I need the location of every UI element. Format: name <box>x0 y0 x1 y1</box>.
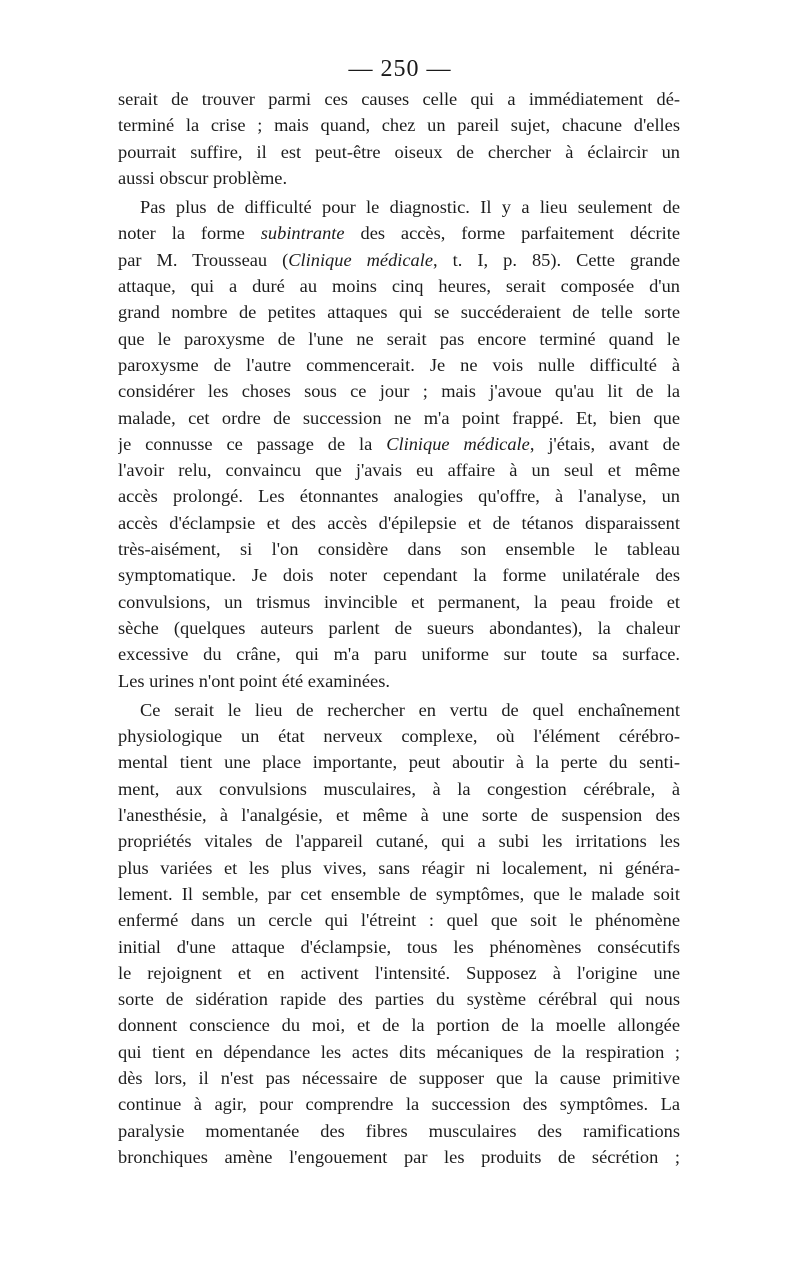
text-line: terminé la crise ; mais quand, chez un pareil sujet, chacune d'elles <box>118 115 680 136</box>
text-line: considérer les choses sous ce jour ; mais j'avoue qu'au lit de la <box>118 381 680 402</box>
text-line: continue à agir, pour comprendre la succession des symptômes. La <box>118 1094 680 1115</box>
text-line: grand nombre de petites attaques qui se succéderaient de telle sorte <box>118 302 680 323</box>
text-line: que le paroxysme de l'une ne serait pas encore terminé quand le <box>118 328 680 349</box>
text-line: l'anesthésie, à l'analgésie, et même à une sorte de suspension des <box>118 805 680 826</box>
text-line: lement. Il semble, par cet ensemble de symptômes, que le malade soit <box>118 883 680 904</box>
text-line: très-aisément, si l'on considère dans son ensemble le tableau <box>118 539 680 560</box>
text-line: accès d'éclampsie et des accès d'épilepsie et de tétanos disparaissent <box>118 512 680 533</box>
text-line: enfermé dans un cercle qui l'étreint : quel que soit le phénomène <box>118 910 680 931</box>
text-line: donnent conscience du moi, et de la portion de la moelle allongée <box>118 1015 680 1036</box>
text-line: physiologique un état nerveux complexe, où l'élément cérébro- <box>118 726 680 747</box>
text-line: propriétés vitales de l'appareil cutané, qui a subi les irritations les <box>118 831 680 852</box>
text-line: Les urines n'ont point été examinées. <box>118 670 390 691</box>
text-line: plus variées et les plus vives, sans réagir ni localement, ni généra- <box>118 857 680 878</box>
text-line: noter la forme subintrante des accès, forme parfaitement décrite <box>118 223 680 244</box>
paragraph-start-line: Ce serait le lieu de rechercher en vertu de quel enchaînement <box>140 699 680 720</box>
text-line: bronchiques amène l'engouement par les produits de sécrétion ; <box>118 1146 680 1167</box>
text-line: sorte de sidération rapide des parties du système cérébral qui nous <box>118 989 680 1010</box>
text-line: accès prolongé. Les étonnantes analogies qu'offre, à l'analyse, un <box>118 486 680 507</box>
text-line: malade, cet ordre de succession ne m'a point frappé. Et, bien que <box>118 407 680 428</box>
text-line: dès lors, il n'est pas nécessaire de supposer que la cause primitive <box>118 1067 680 1088</box>
text-line: initial d'une attaque d'éclampsie, tous les phénomènes consécutifs <box>118 936 680 957</box>
text-line: convulsions, un trismus invincible et permanent, la peau froide et <box>118 591 680 612</box>
text-line: paroxysme de l'autre commencerait. Je ne vois nulle difficulté à <box>118 354 680 375</box>
text-line: mental tient une place importante, peut aboutir à la perte du senti- <box>118 752 680 773</box>
text-line: je connusse ce passage de la Clinique médicale, j'étais, avant de <box>118 433 680 454</box>
text-line: sèche (quelques auteurs parlent de sueurs abondantes), la chaleur <box>118 617 680 638</box>
text-line: l'avoir relu, convaincu que j'avais eu affaire à un seul et même <box>118 460 680 481</box>
text-line: le rejoignent et en activent l'intensité. Supposez à l'origine une <box>118 962 680 983</box>
text-line: ment, aux convulsions musculaires, à la congestion cérébrale, à <box>118 778 680 799</box>
text-line: serait de trouver parmi ces causes celle qui a immédiatement dé- <box>118 89 680 109</box>
text-line: pourrait suffire, il est peut-être oiseux de chercher à éclaircir un <box>118 141 680 162</box>
text-line: attaque, qui a duré au moins cinq heures, serait composée d'un <box>118 276 680 297</box>
text-line: par M. Trousseau (Clinique médicale, t. I, p. 85). Cette grande <box>118 249 680 270</box>
text-line: symptomatique. Je dois noter cependant la forme unilatérale des <box>118 565 680 586</box>
text-line: aussi obscur problème. <box>118 167 288 188</box>
body-text <box>118 86 680 1170</box>
text-line: qui tient en dépendance les actes dits mécaniques de la respiration ; <box>118 1041 680 1062</box>
text-line: excessive du crâne, qui m'a paru uniforme sur toute sa surface. <box>118 644 680 665</box>
text-line: paralysie momentanée des fibres musculaires des ramifications <box>118 1120 680 1141</box>
paragraph-start-line: Pas plus de difficulté pour le diagnostic. Il y a lieu seulement de <box>140 197 680 218</box>
page-number: — 250 — <box>348 56 452 82</box>
